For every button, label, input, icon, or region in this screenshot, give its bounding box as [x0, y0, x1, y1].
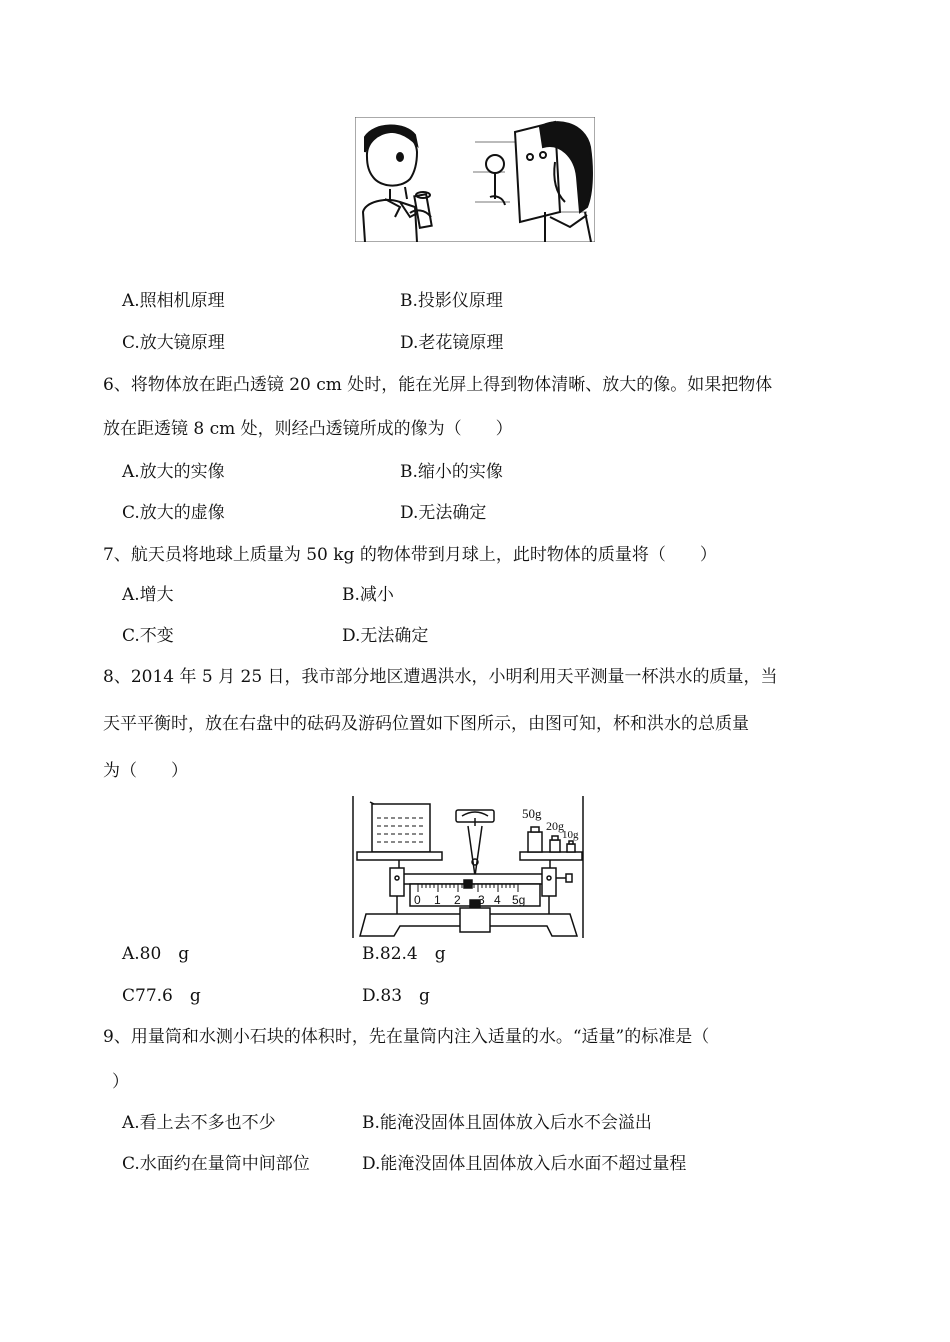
- q8-stem-line2: 天平平衡时，放在右盘中的砝码及游码位置如下图所示，由图可知，杯和洪水的总质量: [103, 714, 749, 734]
- q8-option-b: B.82.4 g: [362, 944, 446, 964]
- q9-option-c: C.水面约在量筒中间部位: [122, 1154, 310, 1174]
- q8-option-d: D.83 g: [362, 986, 430, 1006]
- q5-option-a: A.照相机原理: [122, 291, 225, 311]
- weight-label-10g: 10g: [562, 829, 579, 841]
- q6-option-b: B.缩小的实像: [400, 462, 503, 482]
- q6-stem-line2: 放在距透镜 8 cm 处，则经凸透镜所成的像为（ ）: [103, 419, 513, 439]
- q9-option-a: A.看上去不多也不少: [122, 1113, 276, 1133]
- q6-option-d: D.无法确定: [400, 503, 487, 523]
- weight-label-20g: 20g: [546, 819, 564, 833]
- q9-option-b: B.能淹没固体且固体放入后水不会溢出: [362, 1113, 652, 1133]
- q8-option-a: A.80 g: [122, 944, 190, 964]
- q7-option-d: D.无法确定: [342, 626, 429, 646]
- q8-stem-line1: 8、2014 年 5 月 25 日，我市部分地区遭遇洪水，小明利用天平测量一杯洪水的质量，当: [103, 667, 778, 687]
- scale-tick-1: 1: [434, 893, 441, 907]
- q7-option-c: C.不变: [122, 626, 174, 646]
- q9-stem-line1: 9、用量筒和水测小石块的体积时，先在量筒内注入适量的水。“适量”的标准是（: [103, 1027, 710, 1047]
- weight-label-50g: 50g: [522, 806, 542, 821]
- q9-option-d: D.能淹没固体且固体放入后水面不超过量程: [362, 1154, 687, 1174]
- scale-tick-4: 4: [494, 893, 501, 907]
- q5-option-d: D.老花镜原理: [400, 333, 504, 353]
- scale-tick-2: 2: [454, 893, 461, 907]
- q9-stem-line2: ）: [112, 1072, 129, 1092]
- q7-option-a: A.增大: [122, 585, 174, 605]
- beaker-icon: [370, 802, 430, 852]
- scale-tick-0: 0: [414, 893, 421, 907]
- scale-tick-3: 3: [478, 893, 485, 907]
- q6-stem-line1: 6、将物体放在距凸透镜 20 cm 处时，能在光屏上得到物体清晰、放大的像。如果把物体: [103, 375, 773, 395]
- q7-option-b: B.减小: [342, 585, 394, 605]
- scale-tick-5g: 5g: [512, 893, 526, 907]
- q5-option-c: C.放大镜原理: [122, 333, 225, 353]
- q8-option-c: C77.6 g: [122, 986, 201, 1006]
- lens-illustration: [355, 117, 595, 242]
- q8-stem-line3: 为（ ）: [103, 761, 188, 781]
- q6-option-a: A.放大的实像: [122, 462, 225, 482]
- q6-option-c: C.放大的虚像: [122, 503, 225, 523]
- q5-option-b: B.投影仪原理: [400, 291, 503, 311]
- balance-figure: [352, 796, 584, 938]
- q7-stem: 7、航天员将地球上质量为 50 kg 的物体带到月球上，此时物体的质量将（ ）: [103, 545, 717, 565]
